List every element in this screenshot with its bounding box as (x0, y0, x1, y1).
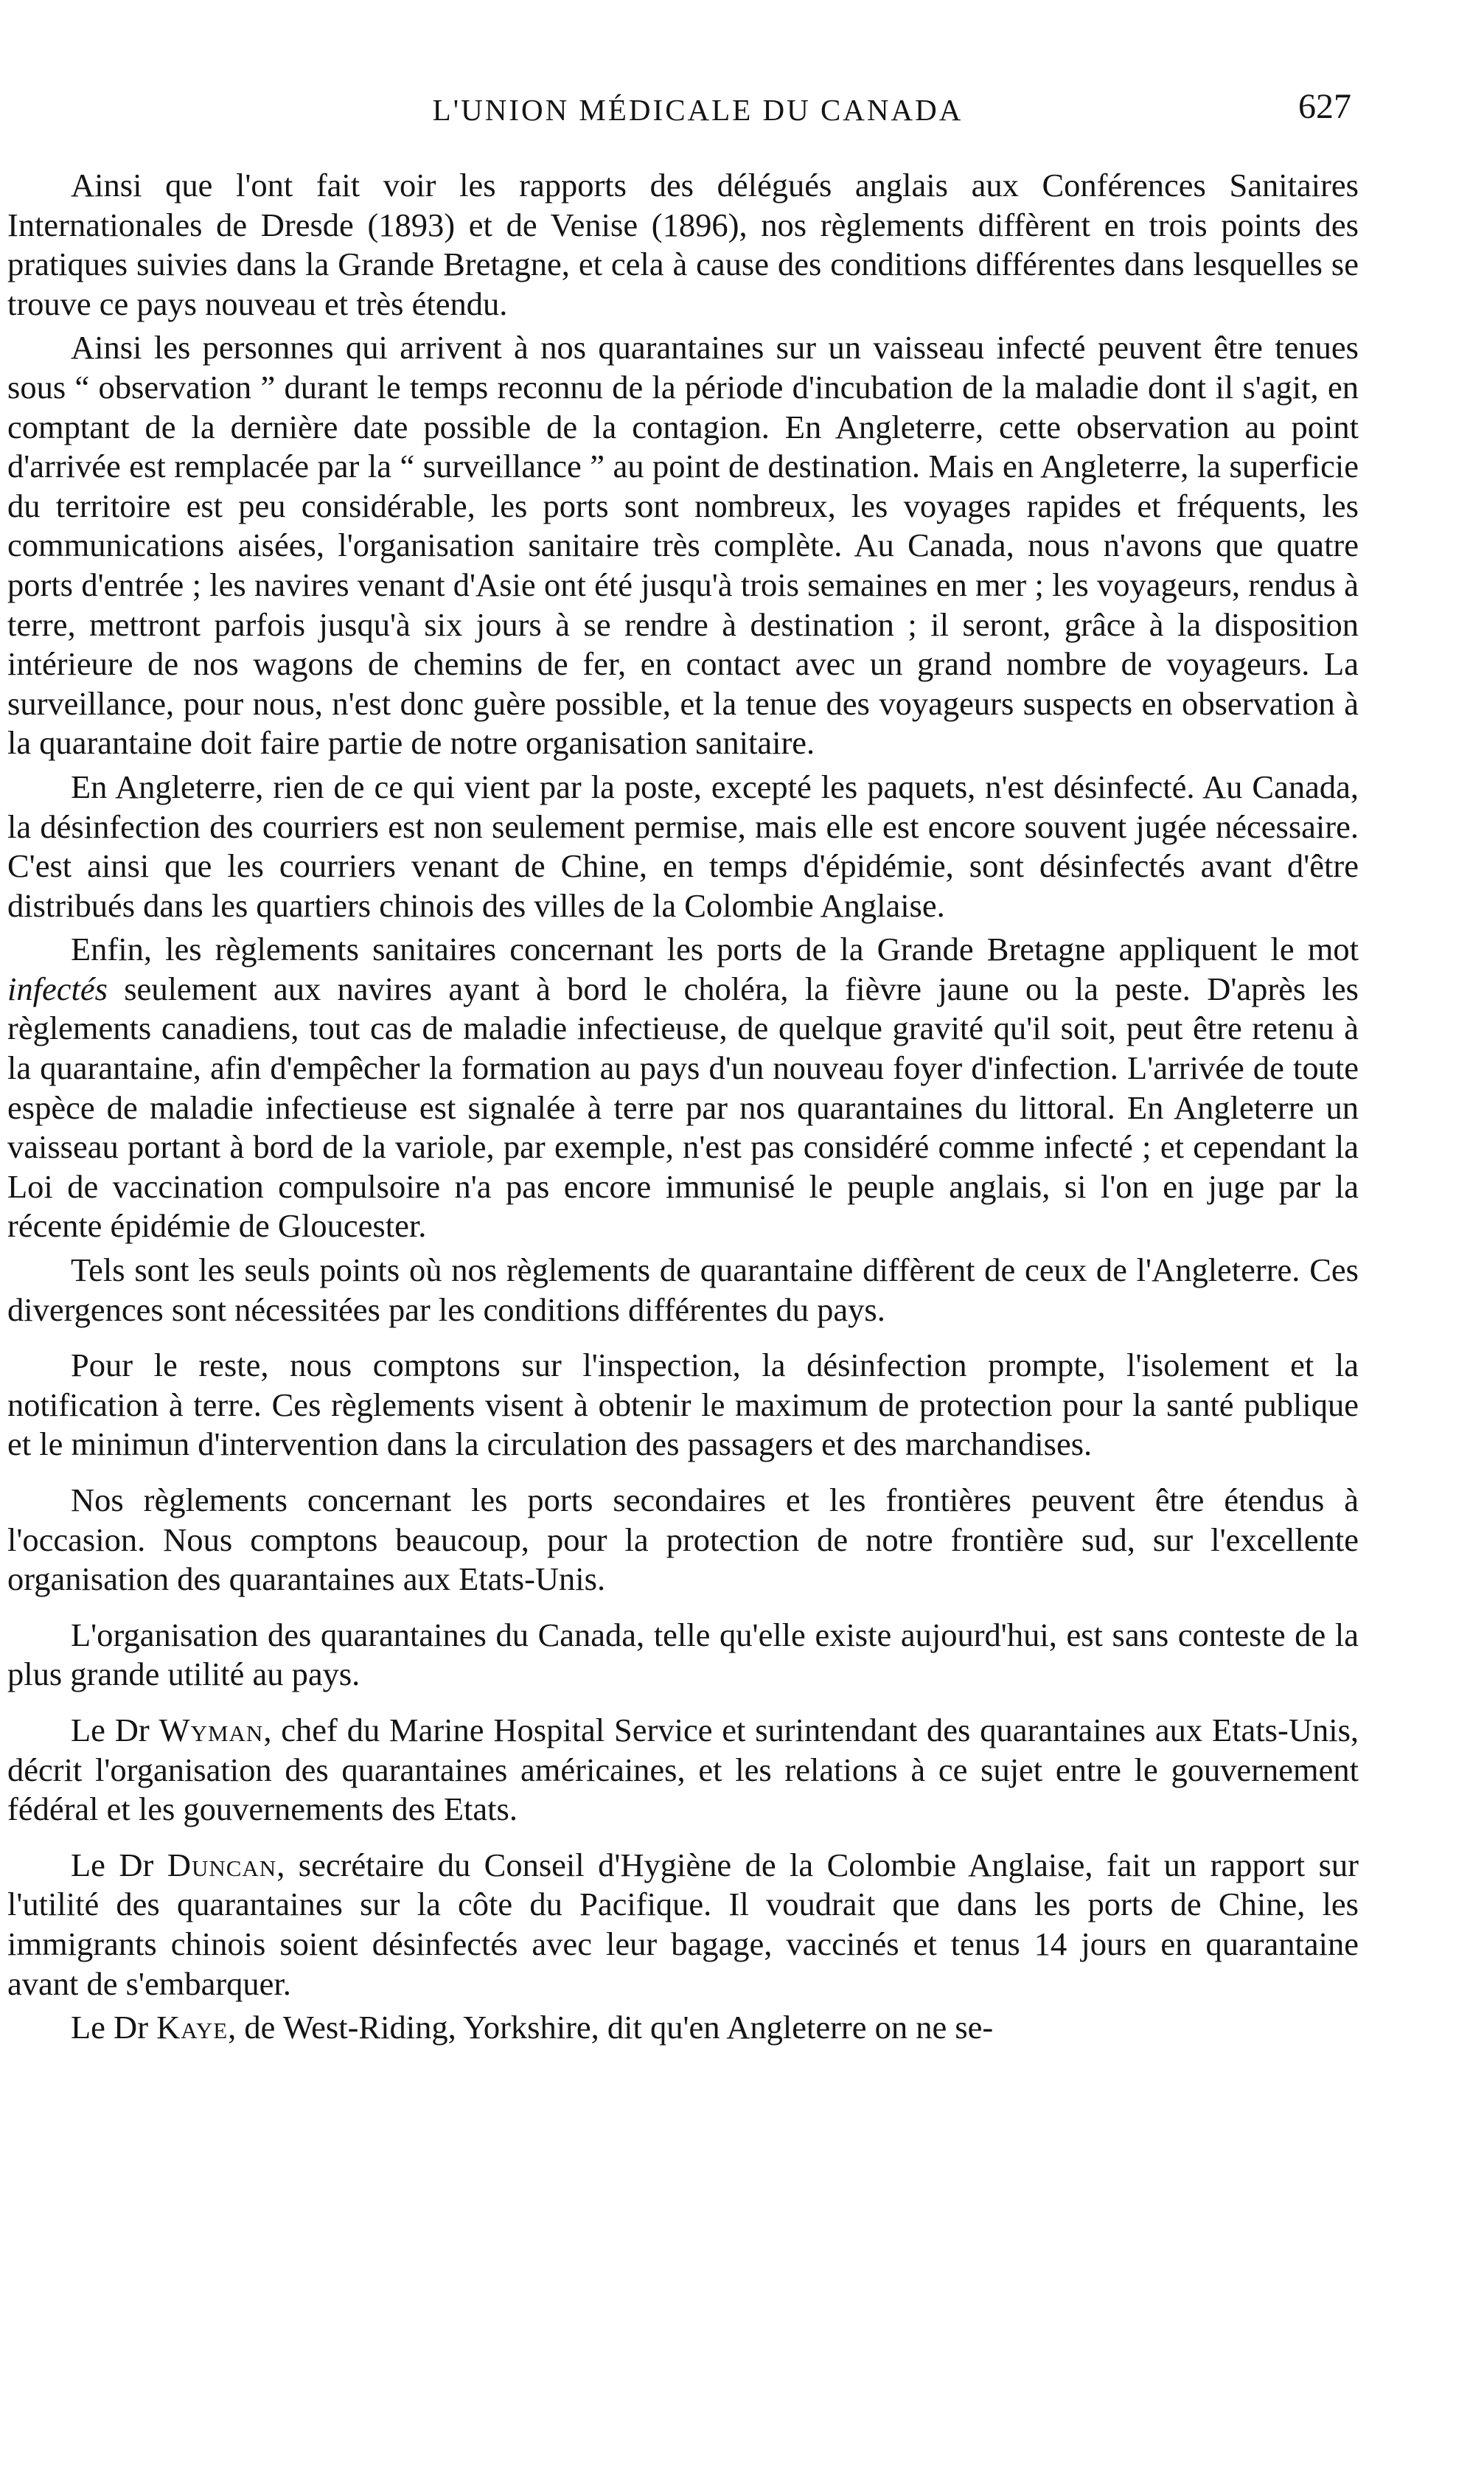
journal-title: L'UNION MÉDICALE DU CANADA (432, 93, 964, 127)
running-head (7, 87, 1359, 138)
paragraph-pour-le-reste: Pour le reste, nous comptons sur l'inspection, la désinfection prompte, l'isolement et la notification à terre. Ces règlements visent à obtenir le maximum de protection pour la santé publique et le minimun d'intervention dans la circulation des passagers et des marchandises. (7, 1347, 1359, 1463)
paragraph-ports-secondaires: Nos règlements concernant les ports secondaires et les frontières peuvent être étendus à l'occasion. Nous comptons beaucoup, pour la protection de notre frontière sud, sur l'excellente organisation des quarantaines aux Etats-Unis. (7, 1481, 1359, 1598)
paragraph-dr-wyman (7, 1711, 1359, 1830)
italic-term: infectés (7, 970, 108, 1007)
author-name: Duncan (167, 1846, 277, 1883)
paragraph-text: seulement aux navires ayant à bord le choléra, la fièvre jaune ou la peste. D'après les règlements canadiens, tout cas de maladie infectieuse, de quelque gravité qu'il soit, peut être retenu à la quarantaine, afin d'empêcher la formation au pays d'un nouveau foyer d'infection. L'arrivée de toute espèce de maladie infectieuse est signalée à terre par nos quarantaines du littoral. En Angleterre un vaisseau portant à bord de la variole, par exemple, n'est pas considéré comme infecté ; et cependant la Loi de vaccination compulsoire n'a pas encore immunisé le peuple anglais, si l'on en juge par la récente épidémie de Gloucester. (7, 970, 1359, 1245)
paragraph-navires-infectes (7, 930, 1359, 1246)
paragraph-text: , secrétaire du Conseil d'Hygiène de la Colombie Anglaise, fait un rapport sur l'utilité des quarantaines sur la côte du Pacifique. Il voudrait que dans les ports de Chine, les immigrants chinois soient désinfectés avec leur bagage, vaccinés et tenus 14 jours en quarantaine avant de s'embarquer. (7, 1846, 1359, 2002)
body-text (7, 166, 1359, 2048)
paragraph-desinfection-courriers: En Angleterre, rien de ce qui vient par la poste, excepté les paquets, n'est désinfecté. Au Canada, la désinfection des courriers est non seulement permise, mais elle est encore souvent jugée nécessaire. C'est ainsi que les courriers venant de Chine, en temps d'épidémie, sont désinfectés avant d'être distribués dans les quartiers chinois des villes de la Colombie Anglaise. (7, 768, 1359, 924)
paragraph-text: Enfin, les règlements sanitaires concernant les ports de la Grande Bretagne appliquent le mot (71, 931, 1359, 968)
paragraph-seuls-points: Tels sont les seuls points où nos règlements de quarantaine diffèrent de ceux de l'Angleterre. Ces divergences sont nécessitées par les conditions différentes du pays. (7, 1251, 1359, 1328)
author-name: Wyman (158, 1711, 264, 1748)
paragraph-observation-surveillance: Ainsi les personnes qui arrivent à nos quarantaines sur un vaisseau infecté peuvent être tenues sous “ observation ” durant le temps reconnu de la période d'incubation de la maladie dont il s'agit, en comptant de la dernière date possible de la contagion. En Angleterre, cette observation au point d'arrivée est remplacée par la “ surveillance ” au point de destination. Mais en Angleterre, la superficie du territoire est peu considérable, les ports sont nombreux, les voyages rapides et fréquents, les communications aisées, l'organisation sanitaire très complète. Au Canada, nous n'avons que quatre ports d'entrée ; les navires venant d'Asie ont été jusqu'à trois semaines en mer ; les voyageurs, rendus à terre, mettront parfois jusqu'à six jours à se rendre à destination ; il seront, grâce à la disposition intérieure de nos wagons de chemins de fer, en contact avec un grand nombre de voyageurs. La surveillance, pour nous, n'est donc guère possible, et la tenue des voyageurs suspects en observation à la quarantaine doit faire partie de notre organisation sanitaire. (7, 329, 1359, 762)
author-name: Kaye (156, 2009, 229, 2046)
page-number: 627 (1298, 87, 1351, 126)
paragraph-dr-duncan (7, 1846, 1359, 2004)
paragraph-delegues-anglais: Ainsi que l'ont fait voir les rapports des délégués anglais aux Conférences Sanitaires Internationales de Dresde (1893) et de Venise (1896), nos règlements diffèrent en trois points des pratiques suivies dans la Grande Bretagne, et cela à cause des conditions différentes dans lesquelles se trouve ce pays nouveau et très étendu. (7, 167, 1359, 322)
paragraph-text: Le Dr (71, 1711, 159, 1748)
paragraph-text: , de West-Riding, Yorkshire, dit qu'en Angleterre on ne se- (228, 2009, 994, 2046)
paragraph-organisation-quarantaines: L'organisation des quarantaines du Canada, telle qu'elle existe aujourd'hui, est sans conteste de la plus grande utilité au pays. (7, 1616, 1359, 1693)
paragraph-text: Le Dr (71, 2009, 157, 2046)
paragraph-dr-kaye (7, 2008, 1359, 2048)
paragraph-text: , chef du Marine Hospital Service et surintendant des quarantaines aux Etats-Unis, décrit l'organisation des quarantaines américaines, et les relations à ce sujet entre le gouvernement fédéral et les gouvernements des Etats. (7, 1711, 1359, 1828)
paragraph-text: Le Dr (71, 1846, 167, 1883)
